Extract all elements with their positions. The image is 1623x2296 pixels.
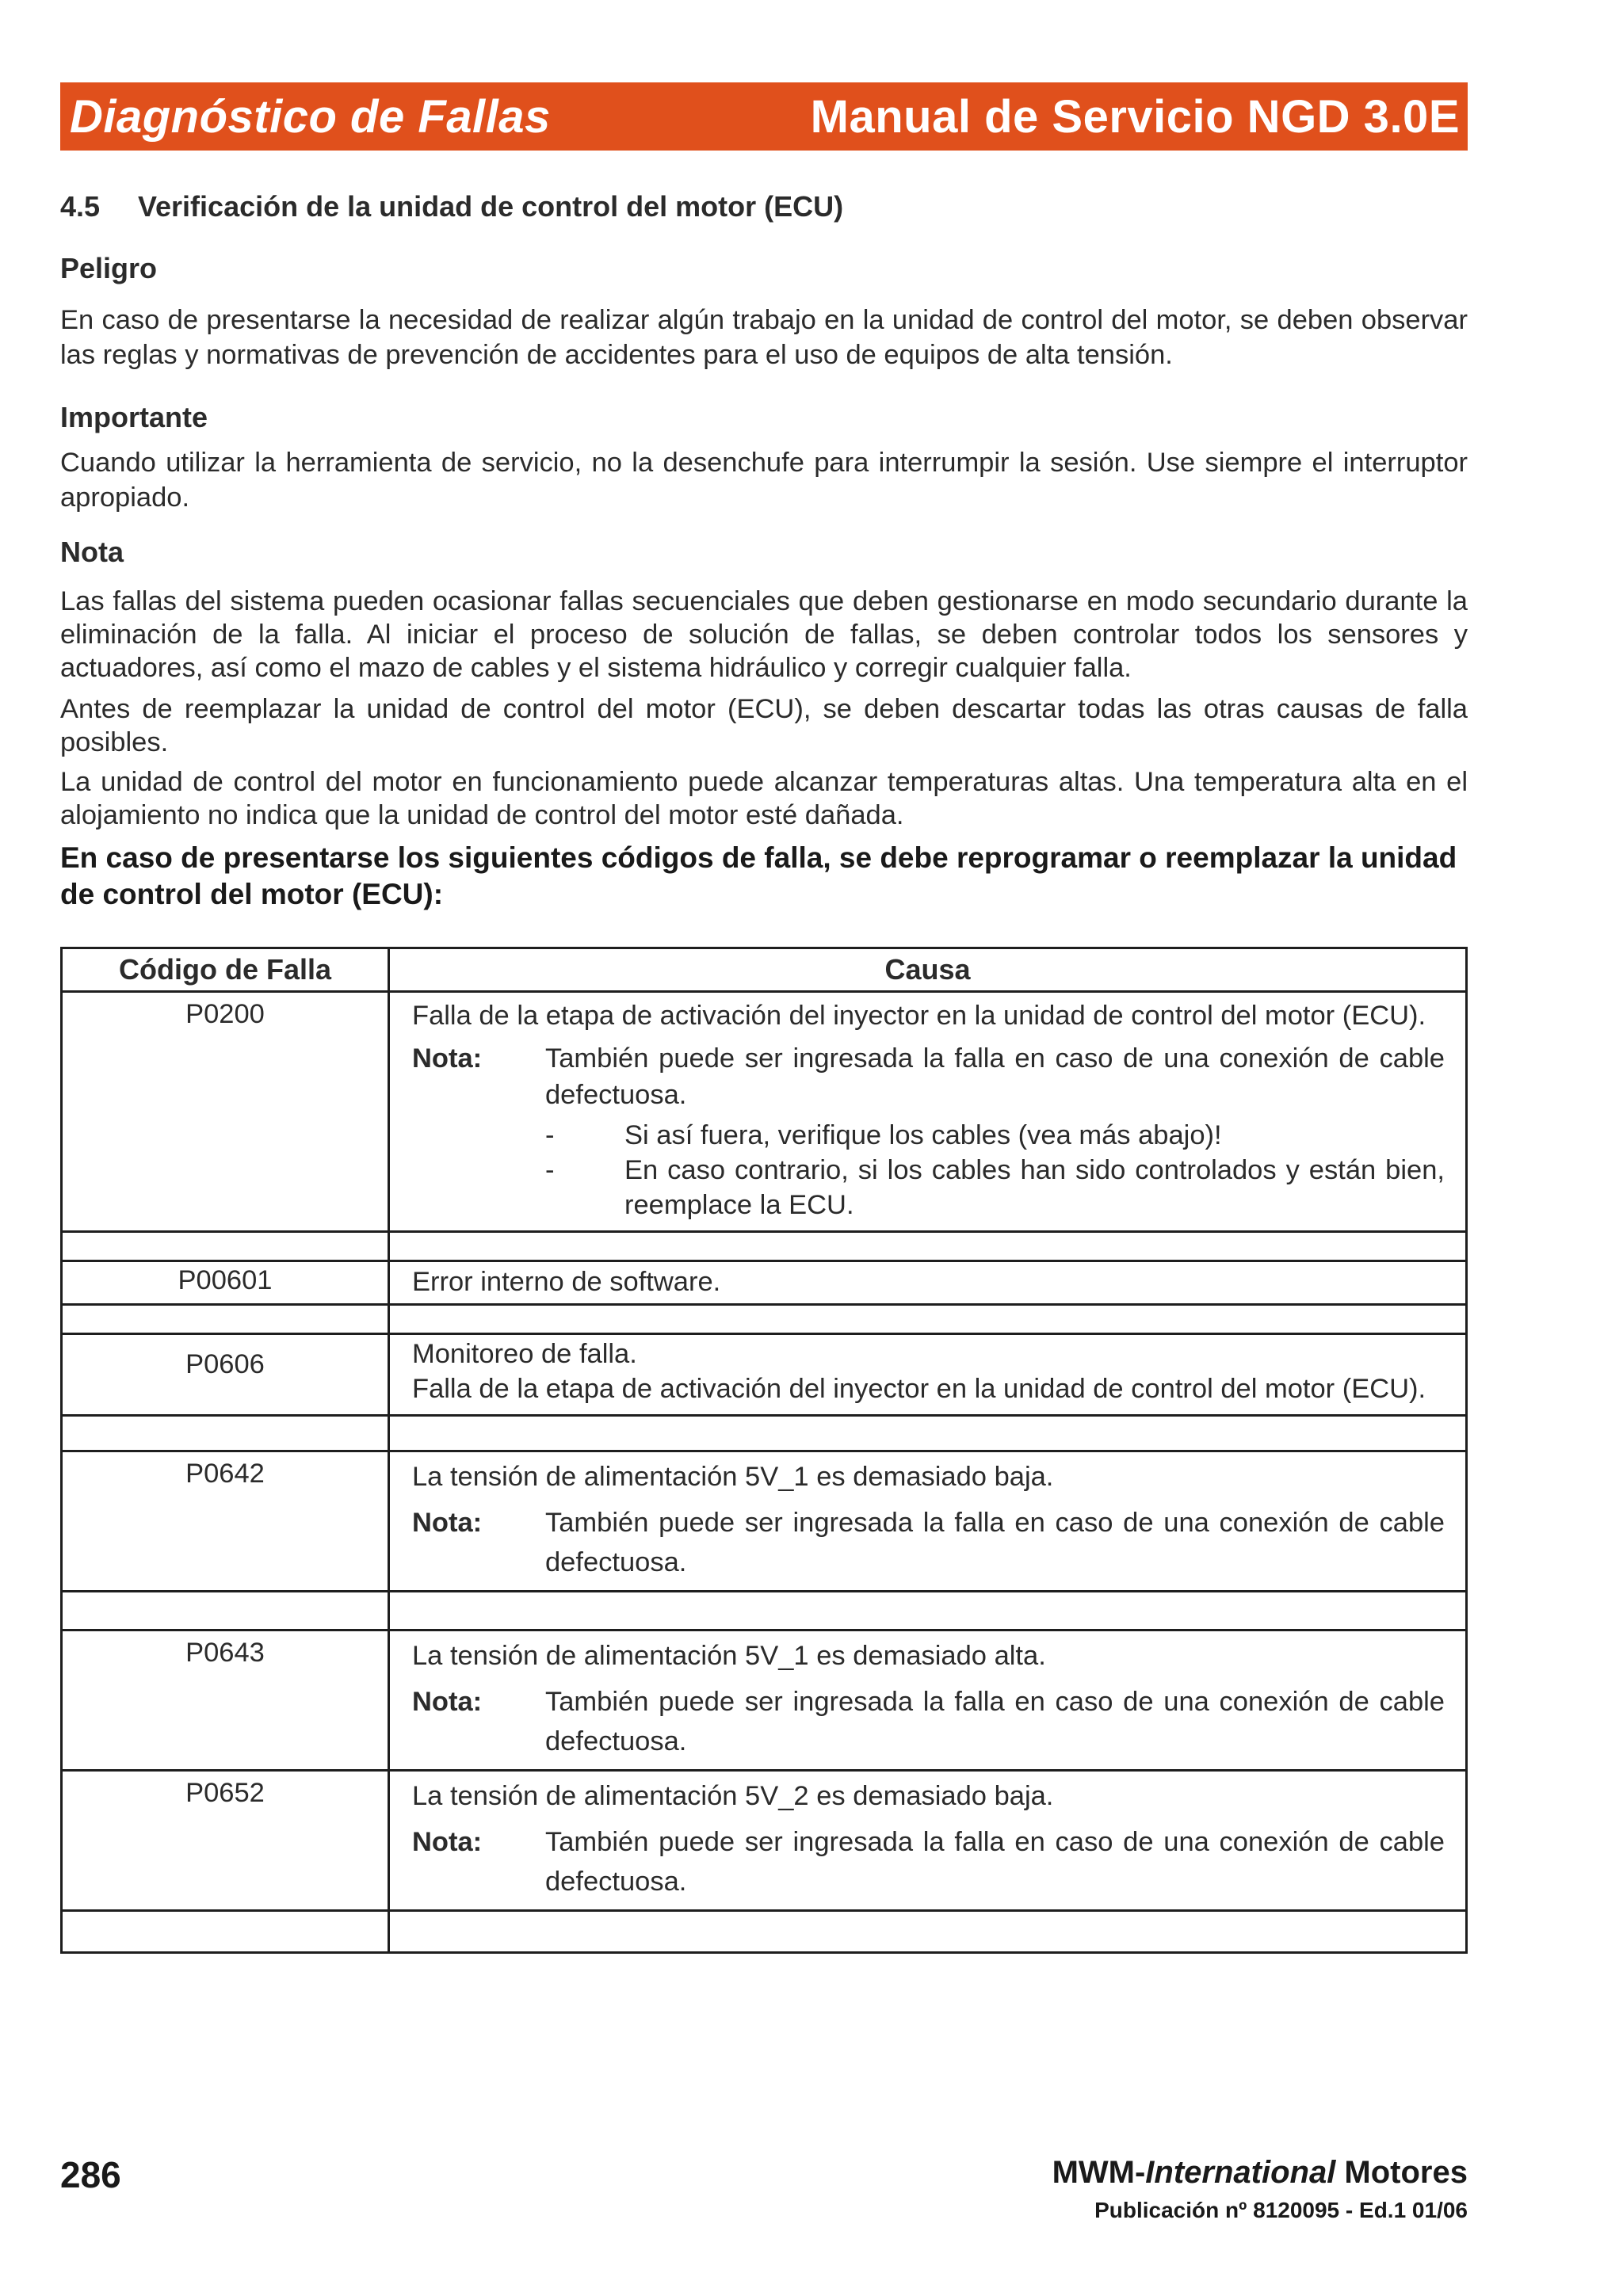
header-manual-title: Manual de Servicio NGD 3.0E	[810, 90, 1460, 143]
bullet-item	[545, 1118, 1445, 1153]
table-row	[62, 1261, 1467, 1305]
bullet-dash: -	[545, 1120, 555, 1150]
fault-code: P0652	[62, 1771, 389, 1911]
table-row	[62, 992, 1467, 1232]
fault-code: P0200	[62, 992, 389, 1232]
bullet-item	[545, 1153, 1445, 1222]
note-paragraph-2: Antes de reemplazar la unidad de control del motor (ECU), se deben descartar todas las otras causas de falla posibles.	[60, 694, 1468, 757]
danger-label: Peligro	[60, 252, 158, 284]
note-text: También puede ser ingresada la falla en caso de una conexión de cable defectuosa.	[545, 1687, 1445, 1756]
header-cause: Causa	[389, 948, 1467, 992]
cause-note	[412, 1822, 1445, 1901]
brand-italic: International	[1145, 2155, 1336, 2190]
cause-text: Error interno de software.	[412, 1267, 721, 1297]
header-code: Código de Falla	[62, 948, 389, 992]
note-label: Nota:	[412, 1687, 483, 1717]
fault-cause	[389, 1334, 1467, 1416]
note-label: Nota	[60, 536, 124, 568]
cause-note	[412, 1682, 1445, 1761]
fault-cause	[389, 1451, 1467, 1592]
note-paragraph-1: Las fallas del sistema pueden ocasionar fallas secuenciales que deben gestionarse en modo secundario durante la eliminación de la falla. Al iniciar el proceso de solución de fallas, se deben controlar todos los sensores y actuadores, así como el mazo de cables y el sistema hidráulico y corregir cualquier falla.	[60, 586, 1468, 683]
table-header-row	[62, 948, 1467, 992]
cause-text: La tensión de alimentación 5V_1 es demasiado alta.	[412, 1641, 1046, 1671]
brand-prefix: MWM-	[1052, 2155, 1146, 2190]
table-row	[62, 1451, 1467, 1592]
cause-note	[412, 1503, 1445, 1582]
cause-line: Falla de la etapa de activación del inyector en la unidad de control del motor (ECU).	[412, 1374, 1426, 1404]
table-spacer-row	[62, 1305, 1467, 1334]
table-spacer-row	[62, 1416, 1467, 1451]
bullet-dash: -	[545, 1155, 555, 1185]
note-text: También puede ser ingresada la falla en caso de una conexión de cable defectuosa.	[545, 1043, 1445, 1110]
note-label: Nota:	[412, 1508, 483, 1538]
header-bar	[60, 82, 1468, 151]
cause-line: Monitoreo de falla.	[412, 1339, 637, 1369]
danger-text: En caso de presentarse la necesidad de realizar algún trabajo en la unidad de control del motor, se deben observar las reglas y normativas de prevención de accidentes para el uso de equipos de alta tensión.	[60, 305, 1468, 370]
note-label: Nota:	[412, 1043, 483, 1074]
note-text: También puede ser ingresada la falla en caso de una conexión de cable defectuosa.	[545, 1827, 1445, 1897]
section-heading	[60, 190, 843, 223]
note-paragraph-3: La unidad de control del motor en funcionamiento puede alcanzar temperaturas altas. Una temperatura alta en el alojamiento no indica que la unidad de control del motor esté dañada.	[60, 767, 1468, 830]
fault-cause	[389, 992, 1467, 1232]
fault-cause	[389, 1261, 1467, 1305]
brand-suffix: Motores	[1335, 2155, 1468, 2190]
fault-code-table	[60, 947, 1468, 1954]
note-label: Nota:	[412, 1827, 483, 1857]
section-title: Verificación de la unidad de control del motor (ECU)	[138, 190, 844, 223]
fault-code: P00601	[62, 1261, 389, 1305]
fault-cause	[389, 1771, 1467, 1911]
header-chapter-title: Diagnóstico de Fallas	[70, 90, 551, 143]
important-label: Importante	[60, 401, 208, 433]
brand-name	[1052, 2155, 1468, 2191]
page-number: 286	[60, 2154, 121, 2195]
table-spacer-row	[62, 1592, 1467, 1630]
table-spacer-row	[62, 1232, 1467, 1261]
bullet-text: En caso contrario, si los cables han sido controlados y están bien, reemplace la ECU.	[624, 1155, 1445, 1220]
note-text: También puede ser ingresada la falla en caso de una conexión de cable defectuosa.	[545, 1508, 1445, 1577]
cause-text: Falla de la etapa de activación del inyector en la unidad de control del motor (ECU).	[412, 1001, 1426, 1031]
table-spacer-row	[62, 1911, 1467, 1953]
fault-code: P0642	[62, 1451, 389, 1592]
important-text: Cuando utilizar la herramienta de servicio, no la desenchufe para interrumpir la sesión. Use siempre el interruptor apropiado.	[60, 448, 1468, 513]
bullet-text: Si así fuera, verifique los cables (vea más abajo)!	[624, 1120, 1222, 1150]
section-number: 4.5	[60, 190, 101, 223]
publication-info: Publicación nº 8120095 - Ed.1 01/06	[1094, 2198, 1468, 2222]
fault-cause	[389, 1630, 1467, 1771]
cause-text: La tensión de alimentación 5V_2 es demasiado baja.	[412, 1781, 1054, 1811]
table-row	[62, 1771, 1467, 1911]
table-row	[62, 1630, 1467, 1771]
fault-codes-intro: En caso de presentarse los siguientes códigos de falla, se debe reprogramar o reemplazar la unidad de control del motor (ECU):	[60, 841, 1457, 910]
fault-code: P0606	[62, 1334, 389, 1416]
cause-text: La tensión de alimentación 5V_1 es demasiado baja.	[412, 1462, 1054, 1492]
cause-note	[412, 1040, 1445, 1113]
table-row	[62, 1334, 1467, 1416]
fault-code: P0643	[62, 1630, 389, 1771]
